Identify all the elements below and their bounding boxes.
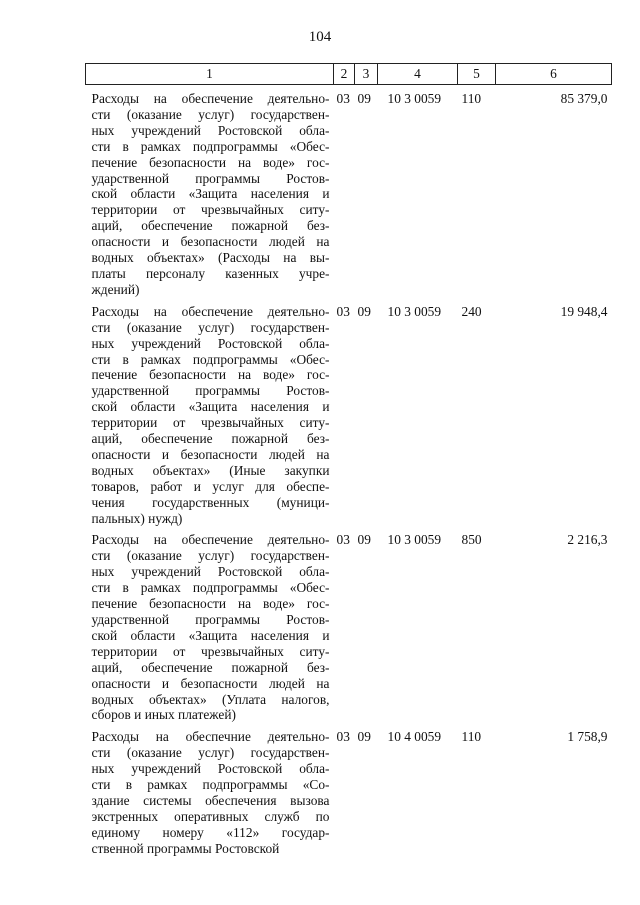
- description-line: платы персоналу казенных учре-: [91, 265, 330, 281]
- row-description: [86, 526, 334, 723]
- table-body: [86, 85, 612, 857]
- description-line: печение безопасности на воде» гос-: [91, 154, 330, 170]
- description-line: единому номеру «112» государ-: [91, 824, 330, 840]
- description-line: ской области «Защита населения и: [91, 627, 330, 643]
- description-line: сти в рамках подпрограммы «Со-: [91, 777, 330, 793]
- row-subsection: 09: [357, 729, 371, 745]
- row-subsection: 09: [357, 532, 371, 548]
- row-description: [86, 85, 334, 298]
- row-amount: 1 758,9: [567, 729, 608, 745]
- row-description: [86, 723, 334, 856]
- description-line: сти (оказание услуг) государствен-: [91, 319, 330, 335]
- row-amount: 2 216,3: [567, 532, 608, 548]
- description-line: аций, обеспечение пожарной без-: [91, 659, 330, 675]
- description-line: территории от чрезвычайных ситу-: [91, 415, 330, 431]
- description-line: Расходы на обеспечение деятельно-: [91, 532, 330, 548]
- row-target-article: 10 3 0059: [387, 532, 442, 548]
- description-line: ской области «Защита населения и: [91, 399, 330, 415]
- row-section: 03: [336, 532, 350, 548]
- row-expense-type: 110: [461, 729, 482, 745]
- page-number: 104: [308, 29, 332, 45]
- description-line: водных объектах» (Расходы на вы-: [91, 250, 330, 266]
- description-line: здание системы обеспечения вызова: [91, 792, 330, 808]
- description-line: ных учреждений Ростовской обла-: [91, 122, 330, 138]
- description-line: территории от чрезвычайных ситу-: [91, 643, 330, 659]
- description-line: опасности и безопасности людей на: [91, 446, 330, 462]
- description-line: печение безопасности на воде» гос-: [91, 367, 330, 383]
- row-target-article: 10 3 0059: [387, 91, 442, 106]
- description-line: ударственной программы Ростов-: [91, 612, 330, 627]
- description-line: ударственной программы Ростов-: [91, 383, 330, 399]
- row-expense-type: 240: [461, 303, 482, 319]
- description-line: ных учреждений Ростовской обла-: [91, 761, 330, 777]
- table-row: [86, 298, 612, 527]
- column-header-section: 2: [334, 64, 355, 85]
- description-line: сти в рамках подпрограммы «Обес-: [91, 138, 330, 154]
- table-header: [86, 64, 612, 85]
- description-line: сти (оказание услуг) государствен-: [91, 106, 330, 122]
- description-line: печение безопасности на воде» гос-: [91, 596, 330, 612]
- row-amount: 85 379,0: [560, 91, 608, 106]
- description-line: сти в рамках подпрограммы «Обес-: [91, 580, 330, 596]
- header-row: [86, 64, 612, 85]
- description-line: опасности и безопасности людей на: [91, 234, 330, 250]
- row-subsection: 09: [357, 91, 371, 106]
- description-line: ных учреждений Ростовской обла-: [91, 335, 330, 351]
- row-subsection: 09: [357, 303, 371, 319]
- description-line: экстренных оперативных служб по: [91, 808, 330, 824]
- description-line: сти (оказание услуг) государствен-: [91, 548, 330, 564]
- description-line: товаров, работ и услуг для обеспе-: [91, 478, 330, 494]
- description-line: аций, обеспечение пожарной без-: [91, 218, 330, 234]
- row-section: 03: [336, 91, 350, 106]
- row-amount: 19 948,4: [560, 303, 608, 319]
- description-line: территории от чрезвычайных ситу-: [91, 202, 330, 218]
- description-line: Расходы на обеспечение деятельно-: [91, 91, 330, 106]
- description-line: ской области «Защита населения и: [91, 186, 330, 202]
- row-section: 03: [336, 729, 350, 745]
- table-row: [86, 85, 612, 298]
- column-header-subsection: 3: [355, 64, 378, 85]
- column-header-amount: 6: [496, 64, 612, 85]
- description-line: чения государственных (муници-: [91, 494, 330, 510]
- column-header-description: 1: [86, 64, 334, 85]
- description-line: ственной программы Ростовской: [91, 840, 280, 856]
- column-header-expense-type: 5: [458, 64, 496, 85]
- description-line: сти в рамках подпрограммы «Обес-: [91, 351, 330, 367]
- table-row: [86, 723, 612, 856]
- description-line: опасности и безопасности людей на: [91, 675, 330, 691]
- row-section: 03: [336, 303, 350, 319]
- description-line: сборов и иных платежей): [91, 707, 236, 723]
- description-line: водных объектах» (Иные закупки: [91, 462, 330, 478]
- description-line: аций, обеспечение пожарной без-: [91, 431, 330, 447]
- description-line: ждений): [91, 281, 140, 297]
- description-line: водных объектах» (Уплата налогов,: [91, 691, 330, 707]
- row-expense-type: 110: [461, 91, 482, 106]
- row-description: [86, 298, 334, 527]
- row-target-article: 10 3 0059: [387, 303, 442, 319]
- column-header-target-article: 4: [378, 64, 458, 85]
- row-expense-type: 850: [461, 532, 482, 548]
- description-line: Расходы на обеспечние деятельно-: [91, 729, 330, 745]
- row-target-article: 10 4 0059: [387, 729, 442, 745]
- description-line: сти (оказание услуг) государствен-: [91, 745, 330, 761]
- budget-table: [85, 63, 612, 857]
- description-line: пальных) нужд): [91, 510, 183, 526]
- description-line: ных учреждений Ростовской обла-: [91, 564, 330, 580]
- description-line: Расходы на обеспечение деятельно-: [91, 303, 330, 319]
- table-row: [86, 526, 612, 723]
- description-line: ударственной программы Ростов-: [91, 170, 330, 186]
